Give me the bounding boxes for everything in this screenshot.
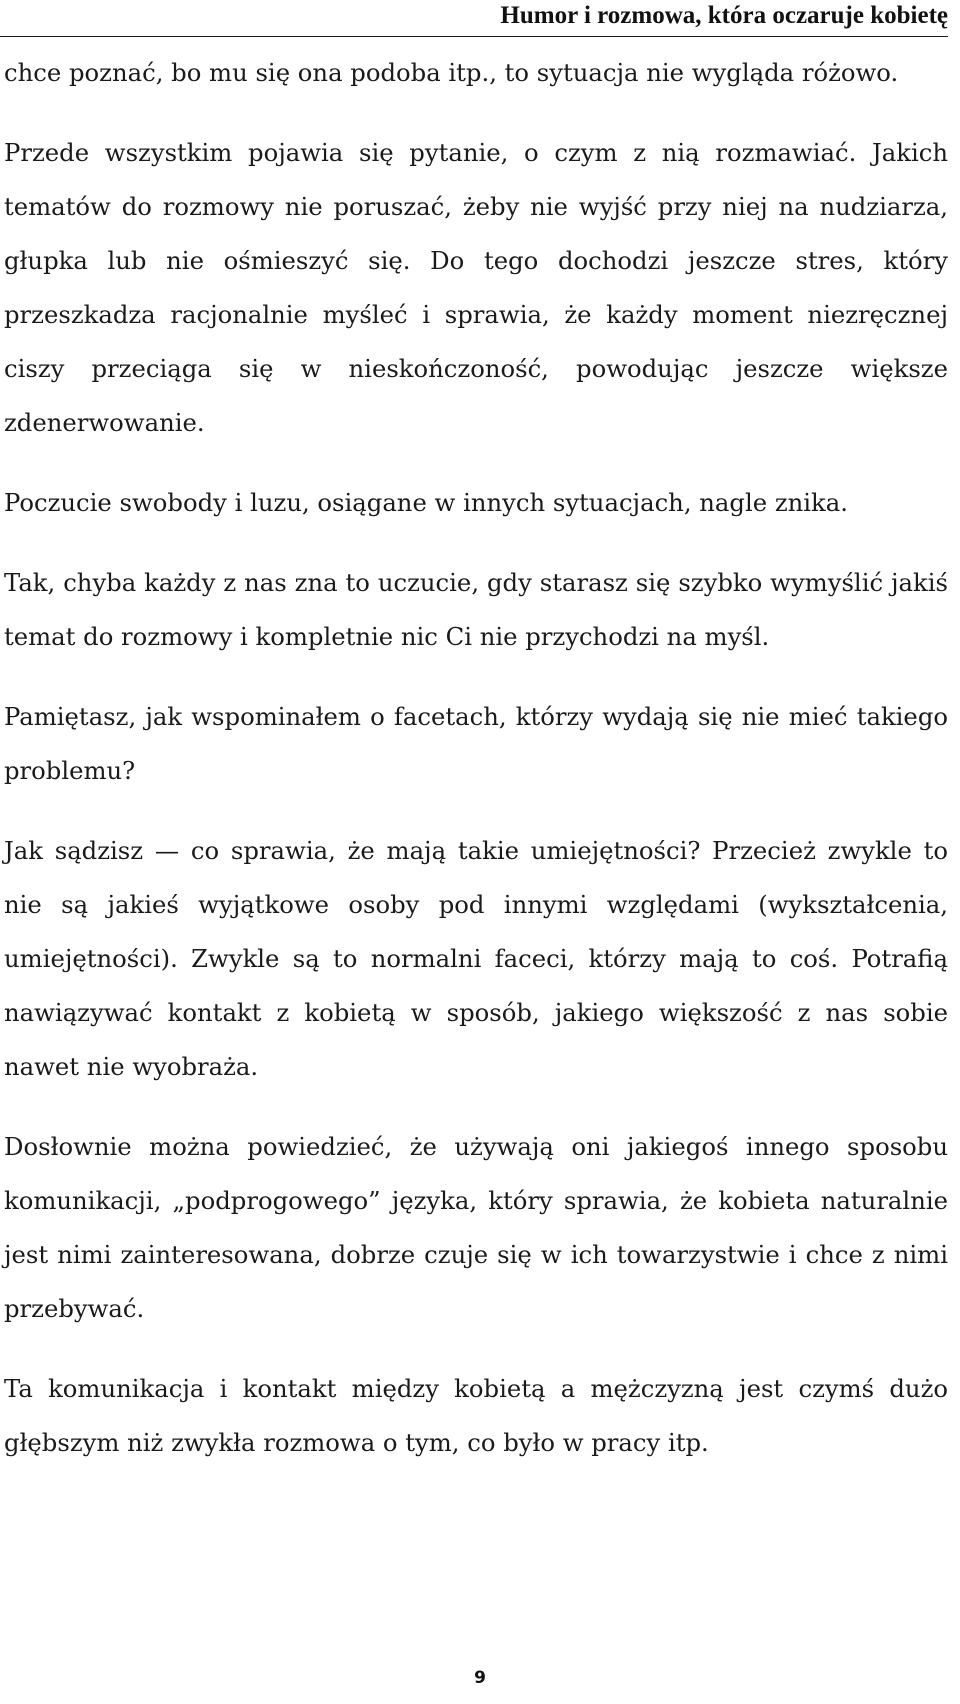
body-text: [4, 46, 948, 1496]
paragraph-5: Pamiętasz, jak wspominałem o facetach, którzy wydają się nie mieć takiego problemu?: [4, 702, 948, 785]
page-header: [0, 0, 948, 37]
page-number: 9: [474, 1668, 486, 1688]
paragraph-1: chce poznać, bo mu się ona podoba itp., to sytuacja nie wygląda różowo.: [4, 58, 899, 87]
paragraph-4: Tak, chyba każdy z nas zna to uczucie, gdy starasz się szybko wymyślić jakiś temat do rozmowy i kompletnie nic Ci nie przychodzi na myśl.: [4, 568, 948, 651]
paragraph-7: Dosłownie można powiedzieć, że używają oni jakiegoś innego sposobu komunikacji, „podprogowego” języka, który sprawia, że kobieta naturalnie jest nimi zainteresowana, dobrze czuje się w ich towarzystwie i chce z nimi przebywać.: [4, 1132, 948, 1323]
paragraph-6: Jak sądzisz — co sprawia, że mają takie umiejętności? Przecież zwykle to nie są jakieś wyjątkowe osoby pod innymi względami (wykształcenia, umiejętności). Zwykle są to normalni faceci, którzy mają to coś. Potrafią nawiązywać kontakt z kobietą w sposób, jakiego większość z nas sobie nawet nie wyobraża.: [4, 836, 948, 1081]
paragraph-3: Poczucie swobody i luzu, osiągane w innych sytuacjach, nagle znika.: [4, 488, 848, 517]
header-title: Humor i rozmowa, która oczaruje kobietę: [500, 2, 948, 29]
paragraph-8: Ta komunikacja i kontakt między kobietą a mężczyzną jest czymś dużo głębszym niż zwykła rozmowa o tym, co było w pracy itp.: [4, 1374, 948, 1457]
paragraph-2: Przede wszystkim pojawia się pytanie, o czym z nią rozmawiać. Jakich tematów do rozmowy nie poruszać, żeby nie wyjść przy niej na nudziarza, głupka lub nie ośmieszyć się. Do tego dochodzi jeszcze stres, który przeszkadza racjonalnie myśleć i sprawia, że każdy moment niezręcznej ciszy przeciąga się w nieskończoność, powodując jeszcze większe zdenerwowanie.: [4, 138, 948, 437]
